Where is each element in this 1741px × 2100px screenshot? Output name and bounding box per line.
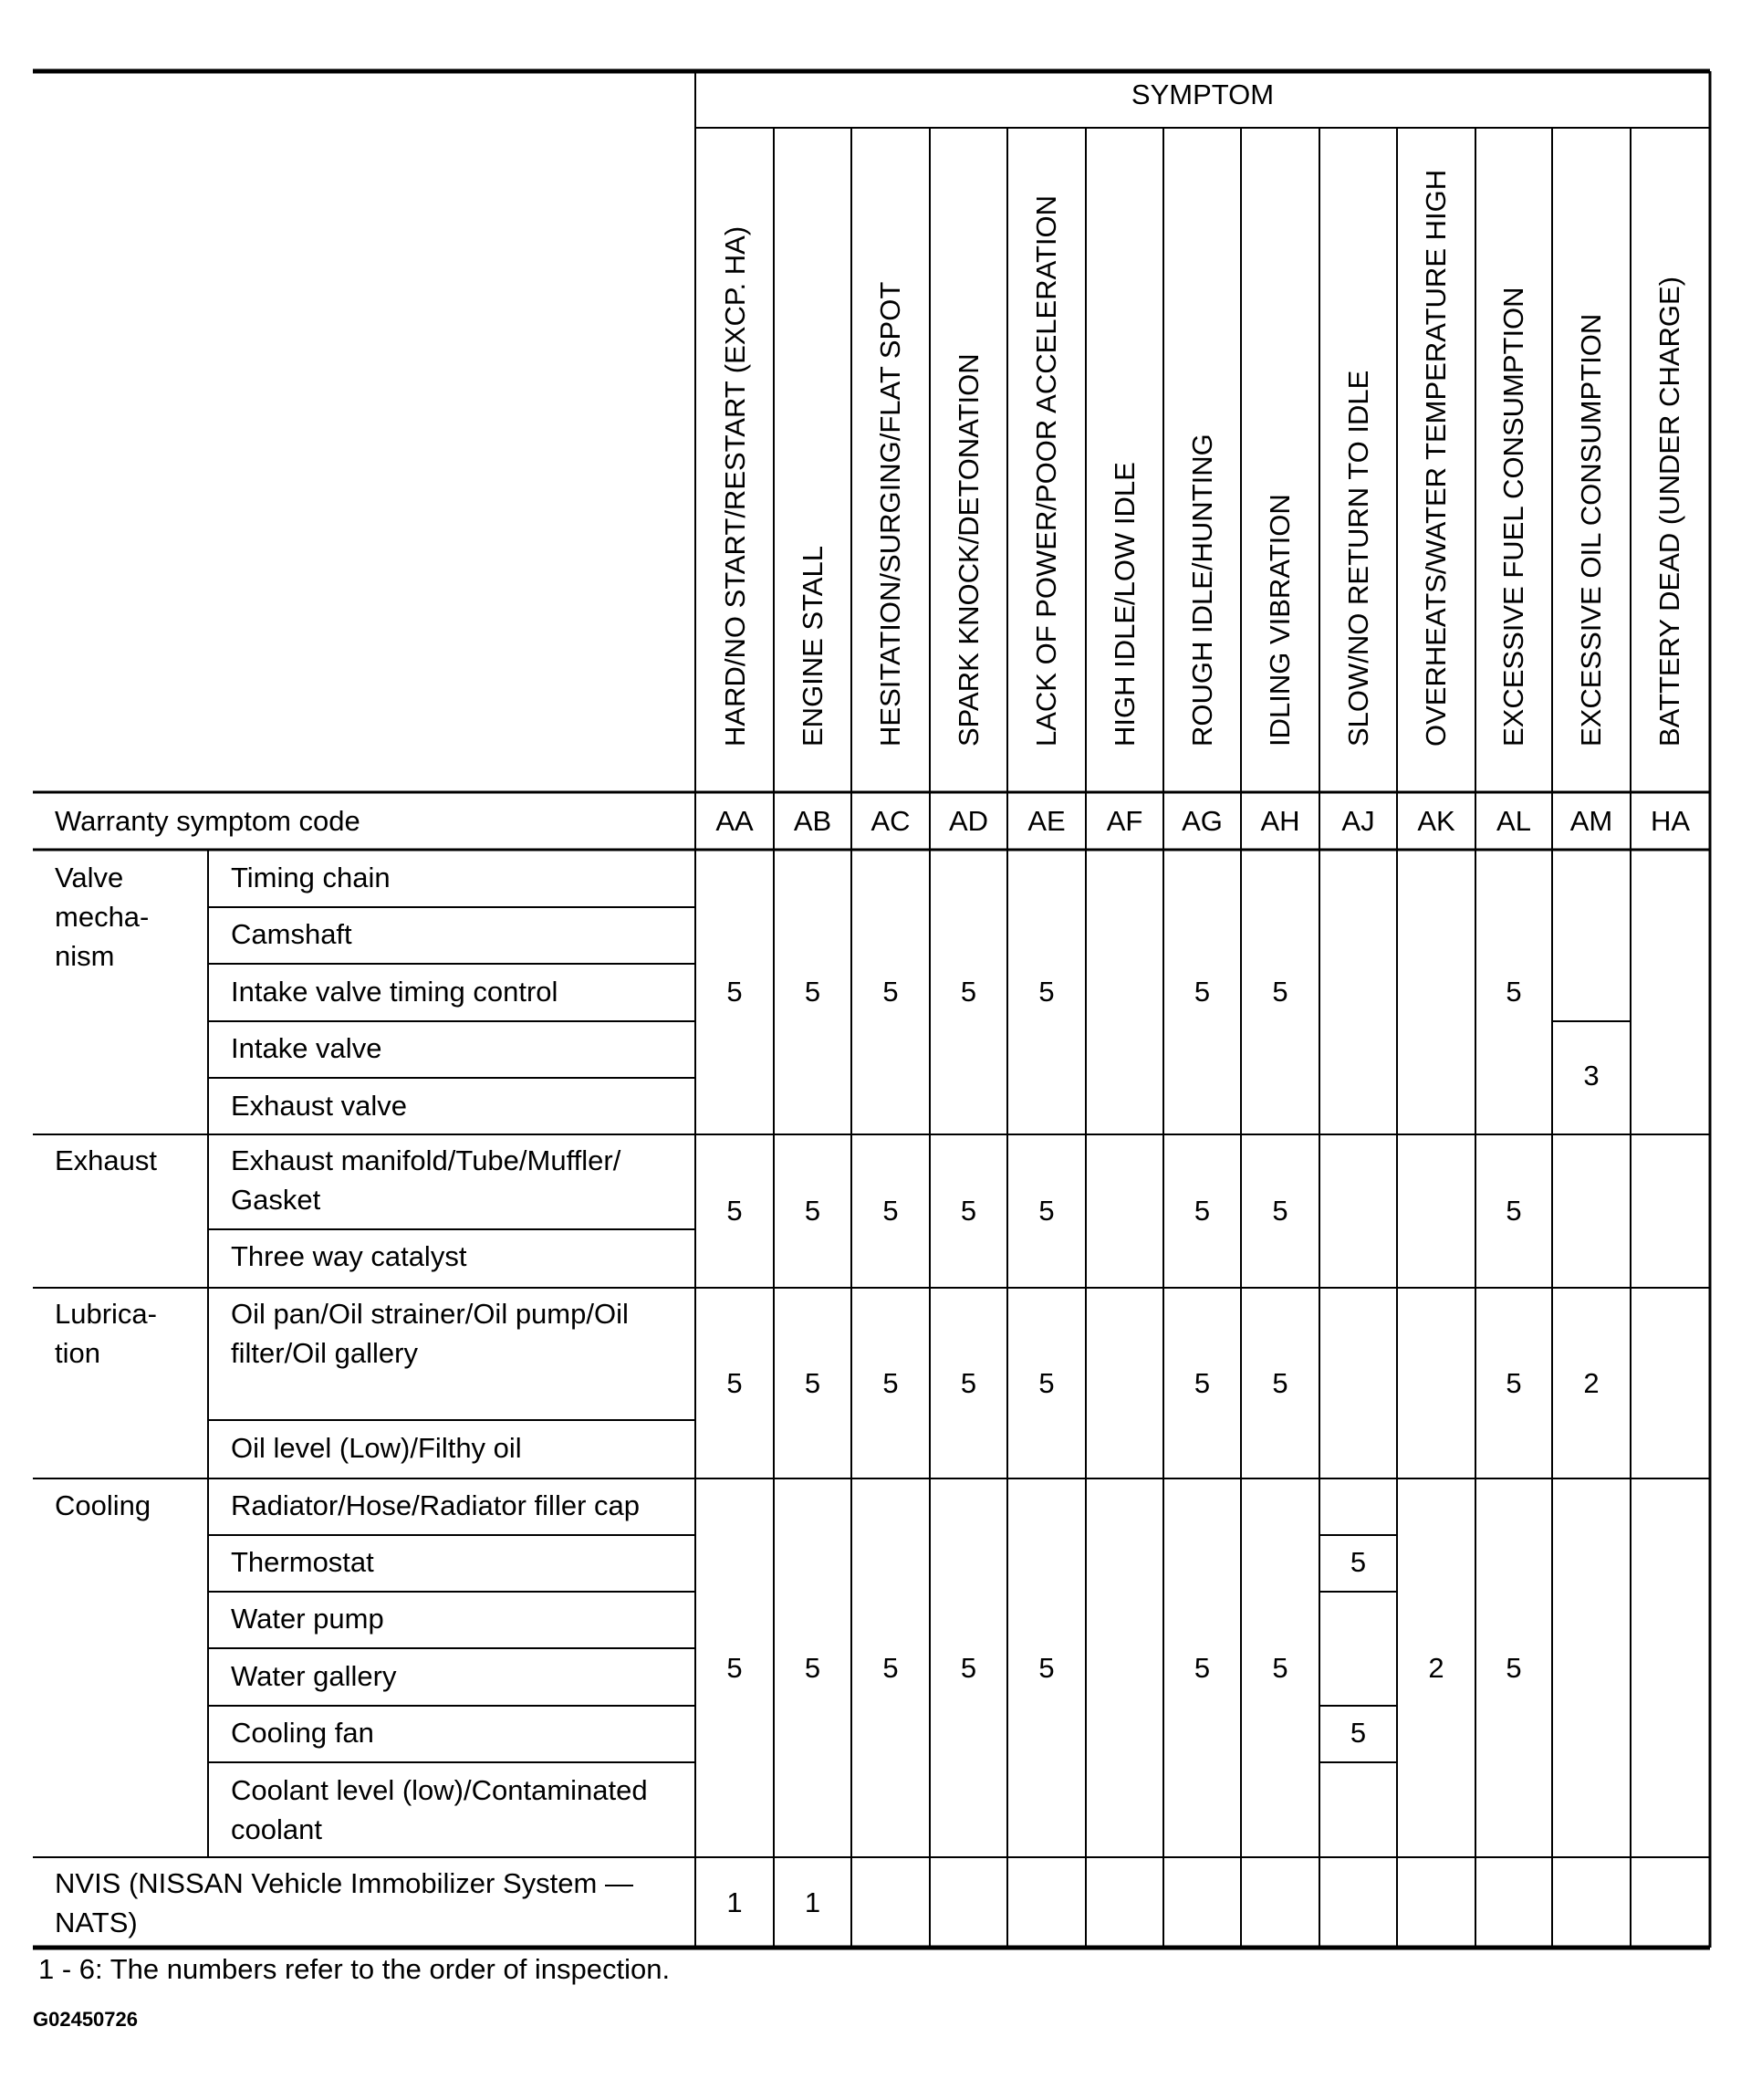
group-cooling: Cooling — [55, 1489, 151, 1521]
value-cell: 5 — [804, 1195, 821, 1227]
value-cell: 5 — [1194, 1195, 1211, 1227]
value-cell: 5 — [1194, 976, 1211, 1008]
value-cell: 5 — [960, 1652, 977, 1684]
item-oil-pan: Oil pan/Oil strainer/Oil pump/Oil filter/Oil gallery — [231, 1298, 629, 1369]
value-cell: 5 — [960, 976, 977, 1008]
item-intake-valve-timing: Intake valve timing control — [231, 976, 558, 1008]
symptom-header: SYMPTOM — [1131, 78, 1275, 110]
group-lubrication: Lubrica- tion — [55, 1298, 157, 1369]
code-cell: AG — [1182, 805, 1223, 837]
item-exhaust-valve: Exhaust valve — [231, 1090, 407, 1122]
value-cell: 5 — [1506, 1652, 1522, 1684]
code-cell: AK — [1417, 805, 1455, 837]
diagnosis-table: SYMPTOM HARD/NO START/RESTART (EXCP. HA) ENGINE STALL HESITATION/SURGING/FLAT SPOT SPARK KNOCK/DETONATION LACK OF POWER/POOR ACCELERATION HIGH IDLE/LOW IDLE ROUGH IDLE/HUNTING IDLING VIBRATION SLOW/NO RETURN TO IDLE OVERHEATS/WATER TEMPERATURE HIGH EXCESSIVE FUEL CONSUMPTION EXCESSIVE OIL CONSUMPTION BATTERY DEAD (UNDER CHARGE) Warranty symptom code AA AB AC AD AE AF AG AH AJ AK AL AM HA Valve mecha- nism Timing chain Camshaft Intake valve timing control Intake valve Exhaust valve 5 5 5 5 5 5 5 5 3 Exhaust Exhaust manifold/Tube/Muffler/ Gasket Three way catalyst 5 5 5 5 5 5 5 5 Lubrica- tion Oil pan/Oil strainer/Oil pump/Oil filter/Oil gallery Oil level (Low)/Filthy oil 5 5 5 5 5 5 5 5 2 Cooling Radiator/Hose/Radiator filler cap Thermostat Water pump Water gallery Cooling fan Coolant level (low)/Contaminated coolant 5 5 5 5 5 5 5 5 5 2 5 NVIS (NISSAN Vehicle Immobilizer System — NATS) 1 1 1 - 6: The numbers refer to the order of inspection. G02450726 — [0, 0, 1741, 2100]
group-exhaust: Exhaust — [55, 1144, 158, 1176]
group-valve-mechanism: Valve mecha- nism — [55, 862, 150, 972]
value-cell: 5 — [882, 1195, 899, 1227]
item-water-pump: Water pump — [231, 1603, 384, 1635]
item-thermostat: Thermostat — [231, 1546, 374, 1578]
value-cell: 5 — [960, 1195, 977, 1227]
value-cell: 3 — [1583, 1060, 1600, 1092]
warranty-code-label: Warranty symptom code — [55, 805, 360, 837]
value-cell: 5 — [1272, 976, 1288, 1008]
item-cooling-fan: Cooling fan — [231, 1717, 374, 1749]
footnote: 1 - 6: The numbers refer to the order of inspection. — [38, 1953, 671, 1985]
value-cell: 5 — [882, 1652, 899, 1684]
code-cell: AL — [1496, 805, 1531, 837]
value-cell: 5 — [1272, 1367, 1288, 1399]
code-cell: AD — [948, 805, 989, 837]
value-cell: 5 — [726, 1367, 743, 1399]
figure-id: G02450726 — [33, 2008, 138, 2031]
value-cell: 5 — [726, 976, 743, 1008]
code-cell: AM — [1569, 805, 1613, 837]
value-cell: 5 — [1038, 976, 1055, 1008]
value-cell: 5 — [726, 1195, 743, 1227]
item-water-gallery: Water gallery — [231, 1660, 397, 1692]
value-cell: 5 — [882, 1367, 899, 1399]
value-cell: 5 — [1272, 1195, 1288, 1227]
value-cell: 5 — [804, 976, 821, 1008]
item-camshaft: Camshaft — [231, 918, 352, 950]
value-cell: 5 — [1506, 1195, 1522, 1227]
value-cell: 5 — [1194, 1367, 1211, 1399]
value-cell: 1 — [804, 1886, 821, 1918]
value-cell: 5 — [960, 1367, 977, 1399]
value-cell: 1 — [726, 1886, 743, 1918]
value-cell: 5 — [1272, 1652, 1288, 1684]
nvis-label: NVIS (NISSAN Vehicle Immobilizer System — NATS) — [55, 1867, 633, 1938]
value-cell: 5 — [1506, 976, 1522, 1008]
value-cell: 5 — [1506, 1367, 1522, 1399]
code-cell: HA — [1650, 805, 1691, 837]
item-three-way-catalyst: Three way catalyst — [231, 1240, 467, 1272]
value-cell: 5 — [1350, 1717, 1367, 1749]
value-cell: 2 — [1583, 1367, 1600, 1399]
item-exhaust-manifold: Exhaust manifold/Tube/Muffler/ Gasket — [231, 1144, 621, 1216]
code-cell: AH — [1260, 805, 1300, 837]
value-cell: 5 — [804, 1652, 821, 1684]
value-cell: 5 — [1194, 1652, 1211, 1684]
value-cell: 5 — [804, 1367, 821, 1399]
item-oil-level: Oil level (Low)/Filthy oil — [231, 1432, 522, 1464]
value-cell: 5 — [1350, 1546, 1367, 1578]
code-cell: AE — [1027, 805, 1066, 837]
item-radiator: Radiator/Hose/Radiator filler cap — [231, 1489, 640, 1521]
item-intake-valve: Intake valve — [231, 1032, 382, 1064]
code-cell: AF — [1106, 805, 1143, 837]
value-cell: 5 — [1038, 1367, 1055, 1399]
value-cell: 5 — [882, 976, 899, 1008]
item-timing-chain: Timing chain — [231, 862, 391, 893]
value-cell: 5 — [726, 1652, 743, 1684]
item-coolant-level: Coolant level (low)/Contaminated coolant — [231, 1774, 648, 1845]
value-cell: 5 — [1038, 1195, 1055, 1227]
code-cell: AC — [870, 805, 911, 837]
code-cell: AJ — [1341, 805, 1375, 837]
value-cell: 2 — [1428, 1652, 1444, 1684]
code-cell: AB — [793, 805, 832, 837]
code-cell: AA — [715, 805, 754, 837]
value-cell: 5 — [1038, 1652, 1055, 1684]
